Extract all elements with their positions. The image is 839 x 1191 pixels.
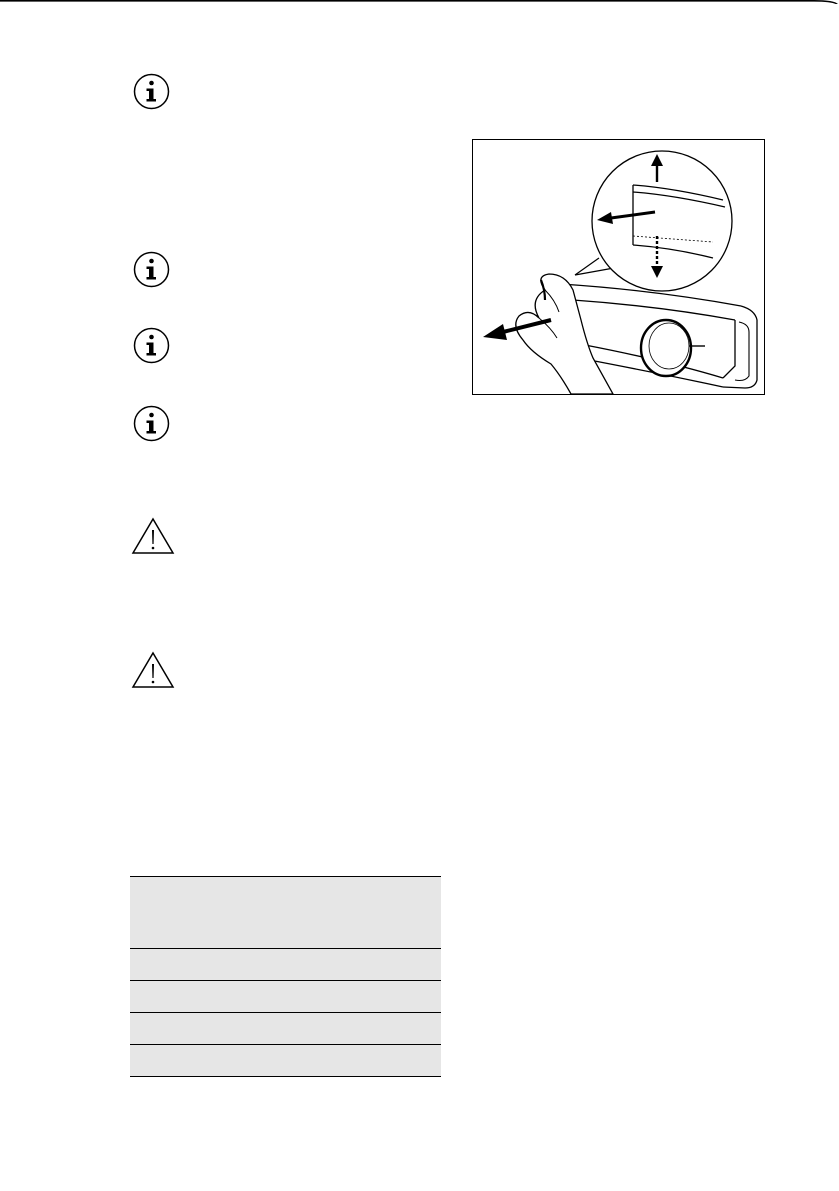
info-icon — [133, 327, 170, 364]
magnifier-icon — [575, 151, 732, 291]
info-icon — [133, 251, 170, 288]
warning-icon — [131, 651, 175, 689]
table-row — [130, 1045, 441, 1077]
table-cell — [130, 1013, 441, 1045]
control-panel-removal-illustration — [472, 139, 765, 395]
table-row — [130, 1013, 441, 1045]
table-cell — [130, 1045, 441, 1077]
spec-table — [130, 876, 441, 1077]
page-top-rule — [0, 0, 839, 4]
info-icon — [133, 405, 170, 442]
info-icon — [133, 73, 170, 110]
table-row — [130, 949, 441, 981]
table-cell — [130, 949, 441, 981]
table-header-cell — [130, 877, 441, 949]
warning-icon — [131, 517, 175, 555]
table-row — [130, 981, 441, 1013]
table-cell — [130, 981, 441, 1013]
table-header-row — [130, 877, 441, 949]
